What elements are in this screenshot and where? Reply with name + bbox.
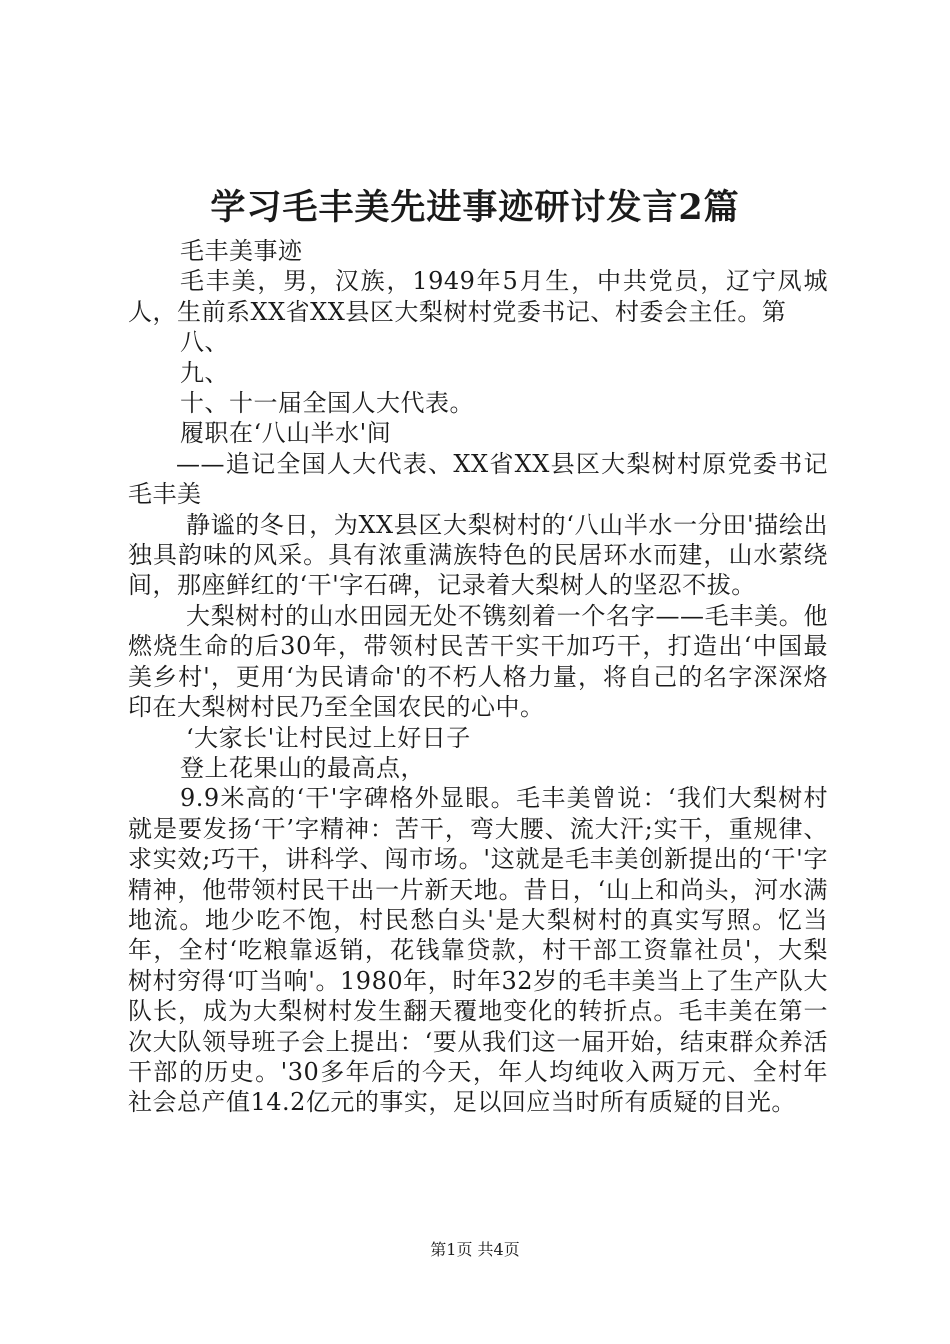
- paragraph-landscape: 大梨树村的山水田园无处不镌刻着一个名字——毛丰美。他燃烧生命的后30年，带领村民苦干实干加巧干，打造出‘中国最美乡村'，更用‘为民请命'的不朽人格力量，将自己的名字深深烙印在大梨树村民乃至全国农民的心中。: [128, 601, 828, 722]
- document-title: 学习毛丰美先进事迹研讨发言2篇: [210, 187, 740, 228]
- paragraph-dedication: ——追记全国人大代表、XX省XX县区大梨树村原党委书记毛丰美: [128, 449, 828, 509]
- page-footer: 第1页 共4页: [430, 1240, 520, 1259]
- paragraph-profile: 毛丰美，男，汉族，1949年5月生，中共党员，辽宁凤城人，生前系XX省XX县区大梨树村党委书记、村委会主任。第: [128, 267, 828, 326]
- document-body: [128, 236, 828, 1118]
- paragraph-winter: 静谧的冬日，为XX县区大梨树村的‘八山半水一分田'描绘出独具韵味的风采。具有浓重满族特色的民居环水而建，山水萦绕间，那座鲜红的‘干'字石碑，记录着大梨树人的坚忍不拔。: [128, 510, 828, 600]
- paragraph-subtitle: 履职在‘八山半水'间: [180, 419, 392, 448]
- paragraph-gan-spirit: 9.9米高的‘干'字碑格外显眼。毛丰美曾说：‘我们大梨树村就是要发扬‘干’字精神：苦干，弯大腰、流大汗;实干，重规律、求实效;巧干，讲科学、闯市场。'这就是毛丰美创新提出的‘干'字精神，他带领村民干出一片新天地。昔日，‘山上和尚头，河水满地流。地少吃不饱，村民愁白头'是大梨树村的真实写照。忆当年，全村‘吃粮靠返销，花钱靠贷款，村干部工资靠社员'，大梨树村穷得‘叮当响'。1980年，时年32岁的毛丰美当上了生产队大队长，成为大梨树村发生翻天覆地变化的转折点。毛丰美在第一次大队领导班子会上提出：‘要从我们这一届开始，结束群众养活干部的历史。'30多年后的今天，年人均纯收入两万元、全村年社会总产值14.2亿元的事实，足以回应当时所有质疑的目光。: [128, 784, 828, 1117]
- paragraph-list-nine: 九、: [180, 358, 229, 387]
- paragraph-heading-deeds: 毛丰美事迹: [180, 237, 303, 265]
- paragraph-section-heading: ‘大家长'让村民过上好日子: [186, 723, 471, 752]
- paragraph-list-ten: 十、十一届全国人大代表。: [180, 389, 474, 418]
- paragraph-list-eight: 八、: [180, 328, 229, 357]
- paragraph-hilltop: 登上花果山的最高点，: [180, 753, 425, 782]
